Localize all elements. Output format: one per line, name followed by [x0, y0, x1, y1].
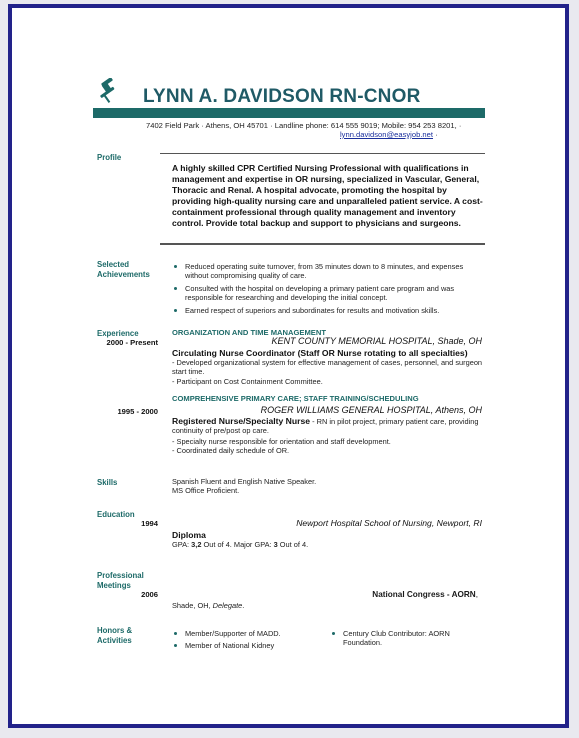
achievements-list [172, 262, 484, 318]
honors-label [97, 626, 132, 645]
honors-list-col2 [330, 629, 480, 651]
list-item: Century Club Contributor: AORN Foundation. [330, 629, 480, 648]
gpa-prefix: GPA: [172, 540, 192, 549]
job-details [172, 437, 484, 456]
achievements-label-line1: Selected [97, 260, 130, 269]
event-name: National Congress - AORN [372, 590, 476, 599]
role-text: Delegate [212, 601, 243, 610]
job-title-suffix: - RN in pilot project, primary patient care, providing continuity of pre/post op care. [172, 417, 479, 436]
job-heading: ORGANIZATION AND TIME MANAGEMENT [172, 328, 326, 337]
major-gpa-value: 3 [273, 540, 278, 549]
job-employer: ROGER WILLIAMS GENERAL HOSPITAL, Athens, OH [260, 405, 482, 415]
job-detail-line: - Coordinated daily schedule of OR. [172, 446, 290, 456]
education-school: Newport Hospital School of Nursing, Newport, RI [296, 518, 482, 528]
candidate-name: LYNN A. DAVIDSON RN-CNOR [143, 86, 421, 107]
job-dates: 1995 - 2000 [117, 407, 158, 416]
gpa-suffix: Out of 4. [277, 540, 309, 549]
email-suffix: · [433, 130, 438, 139]
skills-text [172, 477, 484, 496]
meetings-event [172, 590, 478, 599]
job-title: Registered Nurse/Specialty Nurse [172, 416, 311, 426]
achievements-label-line2: Achievements [97, 269, 150, 279]
list-item: Member of National Kidney [172, 641, 322, 650]
education-year: 1994 [141, 519, 158, 528]
honors-label-line2: Activities [97, 635, 132, 645]
email-link[interactable]: lynn.davidson@easyjob.net [340, 130, 433, 139]
skills-line: Spanish Fluent and English Native Speaker. [172, 477, 317, 486]
job-title-block [172, 417, 484, 436]
meetings-year: 2006 [141, 590, 158, 599]
list-item: Reduced operating suite turnover, from 35 minutes down to 8 minutes, and expenses without compromising quality of care. [172, 262, 484, 281]
location-text: Shade, OH, [172, 601, 213, 610]
meetings-location [172, 601, 244, 610]
profile-bottom-rule [160, 243, 485, 245]
meetings-label-line2: Meetings [97, 580, 131, 590]
list-item: Earned respect of superiors and subordinates for results and motivation skills. [172, 306, 484, 315]
achievements-label [97, 260, 150, 279]
skills-label: Skills [97, 478, 118, 487]
profile-text: A highly skilled CPR Certified Nursing Professional with qualifications in management and expertise in OR nursing, specialized in Vascular, General, Thoracic and Renal. A hospital advocate, promoting the hospital by providing high-quality nursing care and unparalleled patient service. A cost-containment professional through quality management and inventory control. Provide total backup and support to physicians and surgeons. [172, 163, 483, 228]
job-title: Circulating Nurse Coordinator (Staff OR Nurse rotating to all specialties) [172, 348, 468, 358]
meetings-label [97, 571, 144, 590]
job-heading: COMPREHENSIVE PRIMARY CARE; STAFF TRAINING/SCHEDULING [172, 394, 419, 403]
honors-list-col1 [172, 629, 322, 654]
gpa-value: 3,2 [191, 540, 202, 549]
job-detail-line: - Participant on Cost Containment Committee. [172, 376, 323, 386]
list-item: Member/Supporter of MADD. [172, 629, 322, 638]
education-degree: Diploma [172, 530, 206, 540]
job-employer: KENT COUNTY MEMORIAL HOSPITAL, Shade, OH [271, 336, 482, 346]
job-dates: 2000 - Present [106, 338, 158, 347]
pushpin-icon [95, 78, 119, 104]
job-detail-line: - Specialty nurse responsible for orientation and staff development. [172, 437, 391, 446]
email-line [340, 130, 438, 139]
skills-line: MS Office Proficient. [172, 486, 240, 496]
honors-label-line1: Honors & [97, 626, 133, 635]
job-details [172, 358, 484, 386]
event-suffix: , [475, 590, 478, 599]
contact-line: 7402 Field Park · Athens, OH 45701 · Landline phone: 614 555 9019; Mobile: 954 253 8201, · [146, 121, 462, 130]
job-detail-line: - Developed organizational system for effective management of cases, personnel, and surgeon start time. [172, 358, 483, 377]
gpa-mid: Out of 4. Major GPA: [201, 540, 274, 549]
meetings-label-line1: Professional [97, 571, 144, 580]
profile-label: Profile [97, 153, 122, 162]
experience-label: Experience [97, 329, 139, 338]
education-label: Education [97, 510, 135, 519]
education-gpa [172, 540, 484, 549]
list-item: Consulted with the hospital on developing a primary patient care program and was responsible for researching and developing the initial concept. [172, 284, 484, 303]
role-suffix: . [242, 601, 245, 610]
header-bar [93, 108, 485, 118]
profile-top-rule [160, 153, 485, 154]
